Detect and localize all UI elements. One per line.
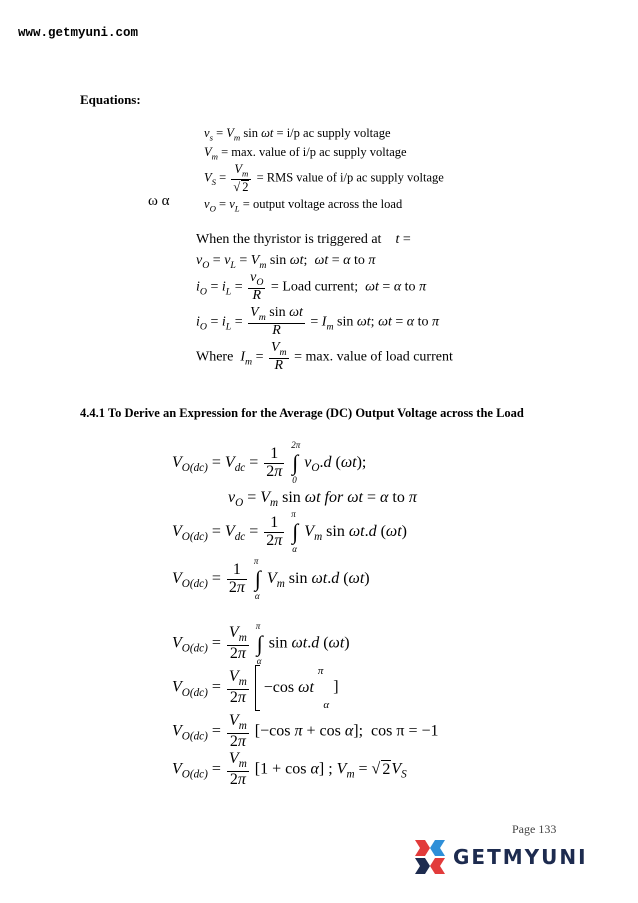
eq-output-voltage-desc: = output voltage across the load — [242, 197, 403, 211]
eq-load-current-2: $i_O = i_L$ = $\frac{V_m \sin \omega t}{R}$ = $I_m$ sin ωt; ωt = α to π — [196, 305, 440, 339]
eq-rms-voltage-desc: = RMS value of i/p ac supply voltage — [256, 170, 444, 185]
eq-max-voltage-desc: = max. value of i/p ac supply voltage — [221, 145, 407, 159]
eq-vodc-step2: $V_{O(dc)}$ = $\frac{1}{2\pi}$ ∫ π α $V_m$ sin ωt.d (ωt) — [172, 556, 370, 602]
eq-im-definition: Where $I_m$ = $\frac{V_m}{R}$ = max. value of load current — [196, 340, 453, 374]
to-word-1: to — [353, 253, 365, 268]
eq-vodc-step1: $V_{O(dc)} = V_{dc}$ = $\frac{1}{2\pi}$ ∫ π α $V_m$ sin ωt.d (ωt) — [172, 509, 407, 555]
section-heading: 4.4.1 To Derive an Expression for the Average (DC) Output Voltage across the Load — [80, 406, 524, 420]
eq-vo-range: $v_O = V_m$ sin ωt for ωt = α to π — [228, 489, 417, 510]
eq-vodc-final: $V_{O(dc)}$ = $\frac{V_m}{2\pi}$ [1 + cos α] ; $V_m$ = √ $2V_S$ — [172, 750, 407, 788]
getmyuni-logo — [413, 836, 588, 878]
eq-vo-vl: $v_O = v_L = V_m$ sin ωt; ωt = α to π — [196, 253, 376, 271]
site-url-watermark: www.getmyuni.com — [18, 26, 139, 40]
eq-vodc-step5: $V_{O(dc)}$ = $\frac{V_m}{2\pi}$ [−cos π + cos α]; cos π = −1 — [172, 712, 439, 750]
eq-input-voltage: $v_s = V_m$ sin ωt = i/p ac supply voltage — [204, 126, 391, 143]
greek-symbols: ω α — [148, 193, 170, 209]
eq-vodc-step3: $V_{O(dc)}$ = $\frac{V_m}{2\pi}$ ∫ π α sin ωt.d (ωt) — [172, 620, 350, 666]
max-load-text: = max. value of load current — [294, 349, 453, 365]
trigger-text: When the thyristor is triggered at — [196, 232, 382, 247]
page-number: Page 133 — [512, 822, 557, 836]
logo-text: GETMYUNI — [453, 845, 588, 869]
getmyuni-x-icon — [413, 838, 447, 876]
eq-max-voltage: $V_m = \max$. value of i/p ac supply voltage — [204, 145, 407, 162]
trigger-statement: When the thyristor is triggered at t = — [196, 232, 411, 247]
eq-vodc-integral: $V_{O(dc)} = V_{dc}$ = $\frac{1}{2\pi}$ ∫ 2π 0 $v_O.d$ (ωt); — [172, 440, 367, 486]
to-word-2: to — [404, 279, 416, 295]
cos-pi-note: cos π = −1 — [371, 722, 439, 740]
for-word: for — [324, 489, 344, 506]
eq-vodc-step4: $V_{O(dc)}$ = $\frac{V_m}{2\pi}$ −cos ωt $^\pi$α ] — [172, 665, 339, 711]
where-text: Where — [196, 349, 234, 365]
eq-input-voltage-desc: = i/p ac supply voltage — [276, 126, 391, 140]
eq-output-voltage: $v_O = v_L$ = output voltage across the load — [204, 197, 403, 214]
equations-label: Equations: — [80, 92, 141, 107]
to-word-3: to — [417, 314, 429, 330]
load-current-text: = Load current; — [270, 279, 359, 295]
eq-load-current: $i_O = i_L$ = $\frac{v_O}{R}$ = Load current; ωt = α to π — [196, 270, 427, 304]
eq-rms-voltage: $V_S$ = $\frac{V_m}{√ 2}$ = RMS value of i/p ac supply voltage — [204, 162, 444, 194]
